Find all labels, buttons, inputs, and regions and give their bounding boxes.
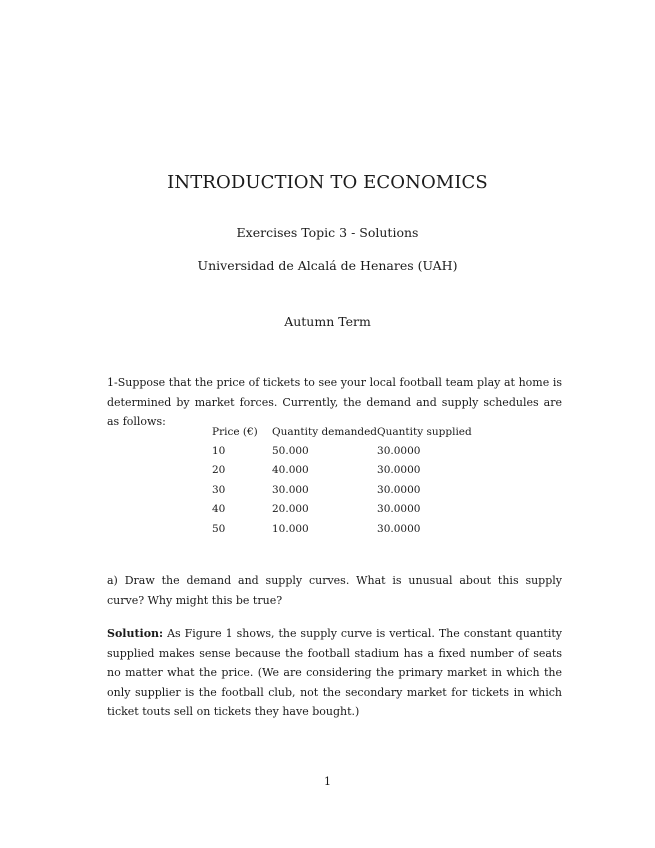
page-number: 1 <box>324 775 331 788</box>
solution-text: As Figure 1 shows, the supply curve is vertical. The constant quantity supplied makes sense because the football stadium has a fixed number of seats no matter what the price. (We are considering the primary market in which the only supplier is the football club, not the secondary market for tickets in which ticket touts sell on tickets they have bought.) <box>107 627 562 718</box>
table-row <box>208 461 472 480</box>
demand-supply-schedule-table <box>208 422 472 538</box>
quantity-supplied-cell: 30.0000 <box>377 464 421 477</box>
quantity-demanded-cell: 40.000 <box>272 464 309 477</box>
price-cell: 40 <box>212 503 226 516</box>
document-subtitle: Exercises Topic 3 - Solutions <box>236 225 419 240</box>
quantity-demanded-cell: 30.000 <box>272 483 309 496</box>
table-row <box>208 441 472 460</box>
table-header-row <box>208 422 472 441</box>
institution-name: Universidad de Alcalá de Henares (UAH) <box>197 258 458 273</box>
price-cell: 50 <box>212 522 226 535</box>
quantity-demanded-cell: 50.000 <box>272 445 309 458</box>
price-cell: 20 <box>212 464 226 477</box>
price-cell: 30 <box>212 483 226 496</box>
quantity-supplied-cell: 30.0000 <box>377 445 421 458</box>
question-1-part-a: a) Draw the demand and supply curves. What is unusual about this supply curve? Why might this be true? <box>107 574 562 607</box>
question-1-intro: 1-Suppose that the price of tickets to see your local football team play at home is determined by market forces. Currently, the demand and supply schedules are as follows: <box>107 376 562 428</box>
solution-label: Solution: <box>107 627 164 640</box>
quantity-supplied-cell: 30.0000 <box>377 483 421 496</box>
document-title: INTRODUCTION TO ECONOMICS <box>167 172 488 193</box>
quantity-supplied-cell: 30.0000 <box>377 522 421 535</box>
table-row <box>208 480 472 499</box>
term-label: Autumn Term <box>284 314 371 329</box>
price-cell: 10 <box>212 445 226 458</box>
solution-paragraph <box>107 624 562 722</box>
column-header-quantity-supplied: Quantity supplied <box>377 425 472 438</box>
quantity-demanded-cell: 20.000 <box>272 503 309 516</box>
table-row <box>208 519 472 538</box>
column-header-price: Price (€) <box>212 425 258 438</box>
quantity-supplied-cell: 30.0000 <box>377 503 421 516</box>
column-header-quantity-demanded: Quantity demanded <box>272 425 378 438</box>
quantity-demanded-cell: 10.000 <box>272 522 309 535</box>
table-row <box>208 500 472 519</box>
